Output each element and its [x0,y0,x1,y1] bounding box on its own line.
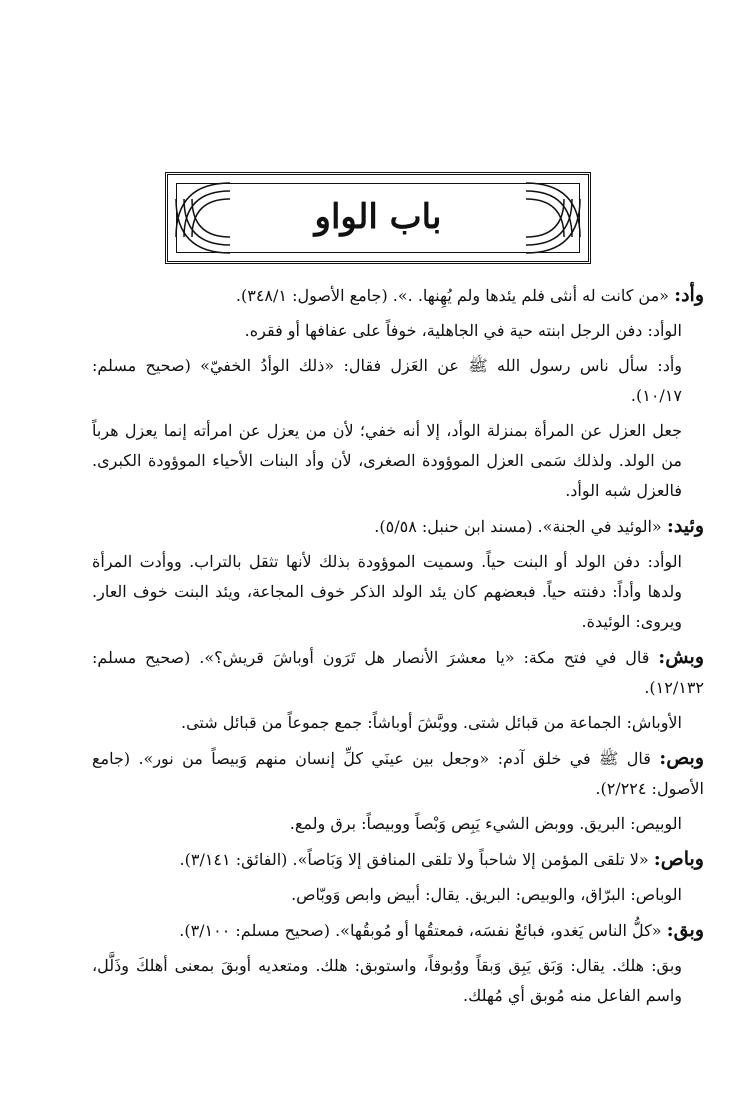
entry-text: «الوئيد في الجنة». (مسند ابن حنبل: ٥/٥٨). [374,517,662,536]
entry-text: الوباص: البرّاق، والوبيص: البريق. يقال: أبيض وابص وَوبّاص. [291,885,682,904]
entry-paragraph [92,316,704,346]
entry-headword: وئيد: [666,515,704,537]
entry-paragraph [92,915,704,946]
entry-headword: وبش: [658,646,704,668]
entry-text: قال ﷺ في خلق آدم: «وجعل بين عينَي كلِّ إنسان منهم وَبيصاً من نور». (جامع الأصول: ٢/٢٢٤). [92,749,704,798]
entry-paragraph [92,809,704,839]
entry-paragraph [92,880,704,910]
entry-paragraph [92,511,704,542]
entry-text: وبق: هلك. يقال: وَبَق يَبِق وَبقاً ووُبوقاً، واستوبق: هلك. ومتعديه أوبقَ بمعنى أهلكَ وذَلَّل، واسم الفاعل منه مُوبق أي مُهلك. [92,956,682,1005]
entry-text: وأد: سأل ناس رسول الله ﷺ عن العَزل فقال: «ذلك الوأدُ الخفيّ» (صحيح مسلم: ١٠/١٧). [92,356,682,405]
entry-paragraph [92,351,704,411]
entry-text: الوأد: دفن الولد أو البنت حياً. وسميت الموؤودة بذلك لأنها تثقل بالتراب. ووأدت المرأة ولدها وأداً: دفنته حياً. فبعضهم كان يئد الولد الذكر خوف المجاعة، ويئد البنت خوف العار. ويروى: الوئيدة. [92,552,683,631]
chapter-title-frame [165,172,591,264]
entry-text: الوبيص: البريق. ووبض الشيء يَبِص وَبْصاً ووبيصاً: برق ولمع. [289,814,682,833]
entry-headword: وأد: [674,284,704,306]
entry-paragraph [92,280,704,311]
entry-text: «لا تلقى المؤمن إلا شاحباً ولا تلقى المنافق إلا وَبَاصاً». (الفائق: ٣/١٤١). [179,850,649,869]
entry-text: «من كانت له أنثى فلم يئدها ولم يُهِنها. .». (جامع الأصول: ٣٤٨/١). [235,286,669,305]
dictionary-body [92,280,704,1016]
entry-text: «كلُّ الناس يَغدو، فبائعٌ نفسَه، فمعتقُها أو مُوبقُها». (صحيح مسلم: ٣/١٠٠). [179,921,662,940]
entry-text: قال في فتح مكة: «يا معشرَ الأنصار هل تَرَون أوباشَ قريش؟». (صحيح مسلم: ١٢/١٣٢). [92,648,704,697]
entry-paragraph [92,708,704,738]
entry-headword: وبق: [666,919,704,941]
entry-text: جعل العزل عن المرأة بمنزلة الوأد، إلا أنه خفي؛ لأن من يعزل عن امرأته إنما يعزل هرباً من الولد. ولذلك سَمى العزل الموؤودة الصغرى، لأن وأد البنات الأحياء الموؤودة الكبرى. فالعزل شبه الوأد. [92,421,682,500]
chapter-title: باب الواو [314,197,442,237]
entry-text: الوأد: دفن الرجل ابنته حية في الجاهلية، خوفاً على عفافها أو فقره. [244,321,682,340]
entry-paragraph [92,844,704,875]
entry-paragraph [92,642,704,703]
entry-headword: وبص: [659,747,704,769]
entry-paragraph [92,547,704,637]
entry-paragraph [92,416,704,506]
entry-text: الأوباش: الجماعة من قبائل شتى. ووبَّشَ أوباشاً: جمع جموعاً من قبائل شتى. [180,713,682,732]
entry-paragraph [92,951,704,1011]
entry-headword: وباص: [653,848,704,870]
entry-paragraph [92,743,704,804]
